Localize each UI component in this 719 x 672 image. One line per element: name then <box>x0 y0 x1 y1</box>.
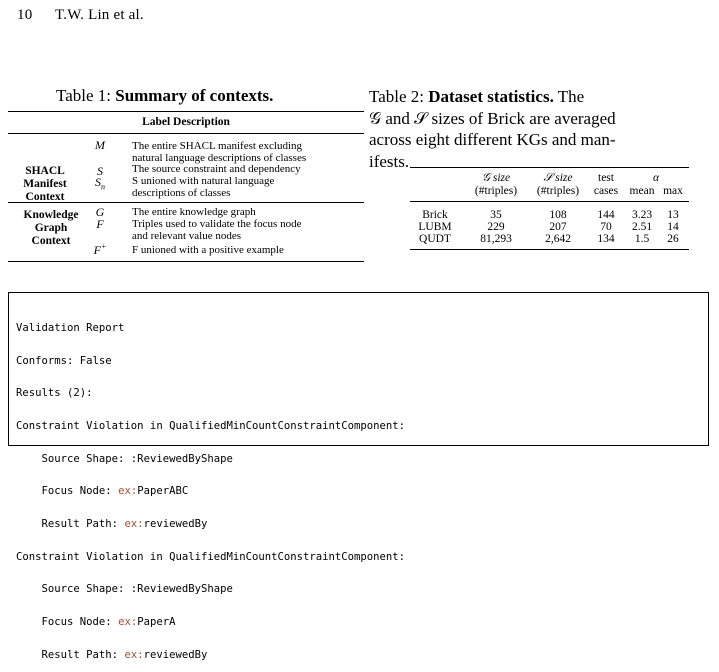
cell-mean: 3.23 <box>631 209 653 221</box>
cell-max: 13 <box>667 209 679 221</box>
code-line <box>16 519 708 530</box>
desc-line: descriptions of classes <box>132 186 231 199</box>
table2-caption-line: across eight different KGs and man- <box>369 130 616 149</box>
table2-caption-line: 𝒢 and 𝒮 sizes of Brick are averaged <box>369 108 616 128</box>
table2-header-mean: mean <box>629 185 655 197</box>
code-text: PaperABC <box>137 485 189 498</box>
desc-line: The entire knowledge graph <box>132 206 256 218</box>
code-line: Validation Report <box>16 321 125 334</box>
indent <box>16 649 42 661</box>
group-name-line: Context <box>25 191 65 203</box>
code-line <box>16 650 708 661</box>
table1-group-rule <box>8 202 364 203</box>
code-text: reviewedBy <box>143 518 208 531</box>
indent <box>16 453 42 465</box>
desc-line: and relevant value nodes <box>132 229 242 242</box>
namespace-prefix: ex: <box>124 648 144 661</box>
table2-header-test: test <box>598 172 614 184</box>
table2-caption-line: ifests. <box>369 151 410 171</box>
table2-caption-title: Dataset statistics. <box>428 87 554 106</box>
table2-header-rule <box>410 201 689 202</box>
cell-max: 14 <box>667 221 679 233</box>
group-name-line: Graph <box>34 222 68 234</box>
cell-ssize: 108 <box>549 209 567 221</box>
code-line <box>16 454 708 465</box>
code-line: Constraint Violation in QualifiedMinCountConstraintComponent: <box>16 550 406 563</box>
group-name-line: Manifest <box>23 178 67 190</box>
running-head <box>17 7 144 24</box>
table2-header-ssize: 𝒮 size <box>543 172 573 184</box>
namespace-prefix: ex: <box>124 518 144 531</box>
code-line: Conforms: False <box>16 354 112 367</box>
indent <box>16 485 42 497</box>
validation-report-code <box>8 292 709 661</box>
table1 <box>8 111 364 271</box>
cell-ssize: 2,642 <box>545 233 571 245</box>
group-name-line: Context <box>31 235 71 247</box>
table2-header-ssize-unit: (#triples) <box>536 185 580 197</box>
row-name: Brick <box>422 209 448 221</box>
code-text: PaperA <box>137 616 176 629</box>
table2-header-alpha: α <box>652 172 660 184</box>
code-text: Source Shape: :ReviewedByShape <box>41 583 233 596</box>
table2-caption-line <box>369 86 714 108</box>
desc-line: S unioned with natural language <box>132 175 275 187</box>
code-line: Constraint Violation in QualifiedMinCountConstraintComponent: <box>16 419 406 432</box>
table1-label-g: G <box>95 205 105 219</box>
desc-line: The source constraint and dependency <box>132 163 301 175</box>
cell-max: 26 <box>667 233 679 245</box>
group-name-line: SHACL <box>25 165 65 177</box>
table2-header-cases: cases <box>593 185 619 197</box>
table2-header-max: max <box>663 185 683 197</box>
group-name-line: Knowledge <box>23 209 79 221</box>
row-name: QUDT <box>419 233 451 245</box>
code-text: Result Path: <box>41 648 125 661</box>
page-number: 10 <box>17 7 33 23</box>
table1-desc-fplus <box>132 245 368 257</box>
table1-caption-prefix: Table 1: <box>56 86 116 105</box>
table1-group-name-shacl <box>8 165 82 204</box>
cell-mean: 2.51 <box>631 221 653 233</box>
cell-gsize: 35 <box>490 209 502 221</box>
cell-testcases: 134 <box>597 233 615 245</box>
code-text: Focus Node: <box>41 616 119 629</box>
code-text: Source Shape: :ReviewedByShape <box>41 452 233 465</box>
table1-desc-sn <box>132 176 368 199</box>
table1-caption <box>56 86 273 106</box>
code-text: reviewedBy <box>143 648 208 661</box>
code-text: Focus Node: <box>41 485 119 498</box>
table1-header-rule <box>8 133 364 134</box>
table1-label-m: M <box>95 138 105 152</box>
code-line <box>16 617 708 628</box>
desc-line: The entire SHACL manifest excluding <box>132 140 303 152</box>
table1-label-sn: $S_n$ <box>95 175 105 192</box>
cell-gsize: 229 <box>487 221 505 233</box>
table1-desc-s <box>132 164 368 176</box>
table2-header-gsize: 𝒢 size <box>481 172 511 184</box>
cell-testcases: 144 <box>597 209 615 221</box>
indent <box>16 518 42 530</box>
namespace-prefix: ex: <box>118 485 138 498</box>
table1-desc-g <box>132 207 368 219</box>
table1-caption-title: Summary of contexts. <box>115 86 274 105</box>
cut-off-caption-fragment <box>325 465 385 474</box>
table2-bottom-rule <box>410 249 689 250</box>
code-text: Result Path: <box>41 518 125 531</box>
table1-bottom-rule <box>8 261 364 262</box>
author-header: T.W. Lin et al. <box>55 7 144 23</box>
table1-label-f: F <box>96 217 104 231</box>
table1-group-name-kg <box>8 209 94 248</box>
code-line: Results (2): <box>16 387 93 400</box>
table1-label-s: S <box>97 164 103 178</box>
table1-desc-f <box>132 219 368 242</box>
table1-desc-m <box>132 141 368 164</box>
table2-caption-prefix: Table 2: <box>369 87 429 106</box>
table2-caption <box>369 86 714 172</box>
cell-gsize: 81,293 <box>480 233 512 245</box>
cell-mean: 1.5 <box>634 233 650 245</box>
table1-top-rule <box>8 111 364 112</box>
desc-line: natural language descriptions of classes <box>132 151 307 164</box>
cell-testcases: 70 <box>600 221 612 233</box>
table1-header: Label Description <box>142 116 230 128</box>
namespace-prefix: ex: <box>118 616 138 629</box>
table2 <box>410 167 689 267</box>
desc-line: Triples used to validate the focus node <box>132 218 302 230</box>
code-line <box>16 486 708 497</box>
code-line <box>16 584 708 595</box>
row-name: LUBM <box>418 221 452 233</box>
cell-ssize: 207 <box>549 221 567 233</box>
table2-header-gsize-unit: (#triples) <box>474 185 518 197</box>
desc-line: F unioned with a positive example <box>132 244 284 256</box>
indent <box>16 616 42 628</box>
indent <box>16 583 42 595</box>
table2-top-rule <box>410 167 689 168</box>
table1-label-fplus: F+ <box>93 242 107 257</box>
caption-text: The <box>553 87 585 106</box>
